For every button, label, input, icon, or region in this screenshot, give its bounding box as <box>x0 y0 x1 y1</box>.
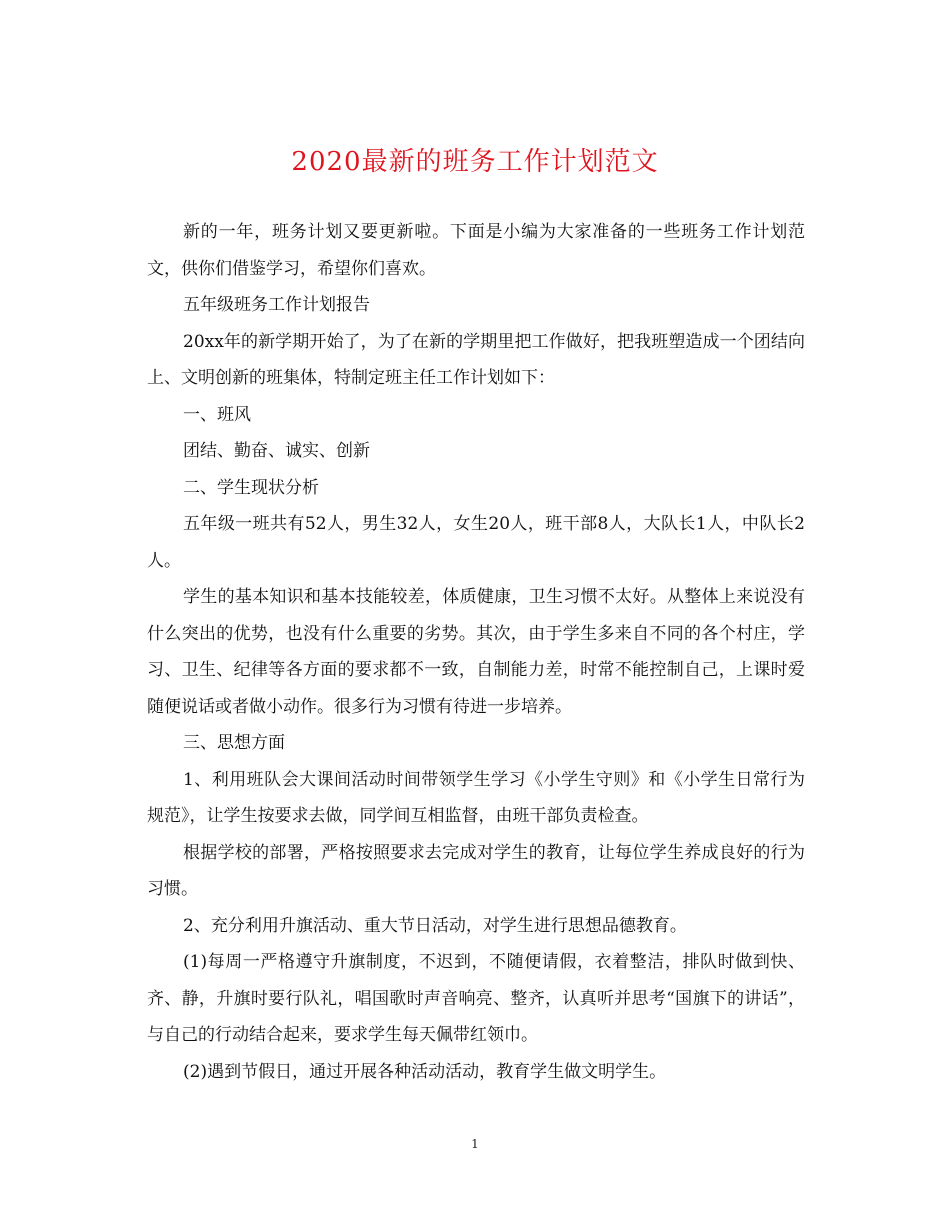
paragraph-item-1: 1、利用班队会大课间活动时间带领学生学习《小学生守则》和《小学生日常行为规范》，让学生按要求去做，同学间互相监督，由班干部负责检查。 <box>147 769 805 826</box>
paragraph-report-heading: 五年级班务工作计划报告 <box>183 295 370 315</box>
paragraph-school-deployment: 根据学校的部署，严格按照要求去完成对学生的教育，让每位学生养成良好的行为习惯。 <box>147 842 805 899</box>
document-body <box>147 214 805 1090</box>
paragraph-student-count: 五年级一班共有52人，男生32人，女生20人，班干部8人，大队长1人，中队长2人。 <box>147 514 805 571</box>
paragraph-item-2: 2、充分利用升旗活动、重大节日活动，对学生进行思想品德教育。 <box>183 915 687 936</box>
paragraph-class-style: 团结、勤奋、诚实、创新 <box>183 441 370 461</box>
paragraph-plan-intro: 20xx年的新学期开始了，为了在新的学期里把工作做好，把我班塑造成一个团结向上、文明创新的班集体，特制定班主任工作计划如下： <box>147 331 805 388</box>
paragraph-student-analysis: 学生的基本知识和基本技能较差，体质健康，卫生习惯不太好。从整体上来说没有什么突出的优势，也没有什么重要的劣势。其次，由于学生多来自不同的各个村庄，学习、卫生、纪律等各方面的要求都不一致，自制能力差，时常不能控制自己，上课时爱随便说话或者做小动作。很多行为习惯有待进一步培养。 <box>147 587 805 717</box>
page-number: 1 <box>471 1137 479 1151</box>
section-heading-student-analysis: 二、学生现状分析 <box>183 477 319 498</box>
paragraph-sub-item-2: (2)遇到节假日，通过开展各种活动活动，教育学生做文明学生。 <box>183 1061 667 1082</box>
paragraph-intro: 新的一年，班务计划又要更新啦。下面是小编为大家准备的一些班务工作计划范文，供你们借鉴学习，希望你们喜欢。 <box>147 222 805 279</box>
document-title: 2020最新的班务工作计划范文 <box>291 147 659 177</box>
section-heading-ideology: 三、思想方面 <box>183 733 285 753</box>
section-heading-class-style: 一、班风 <box>183 404 251 425</box>
paragraph-sub-item-1: (1)每周一严格遵守升旗制度，不迟到，不随便请假，衣着整洁，排队时做到快、齐、静，升旗时要行队礼，唱国歌时声音响亮、整齐，认真听并思考“国旗下的讲话”，与自己的行动结合起来，要求学生每天佩带红领巾。 <box>147 952 805 1045</box>
